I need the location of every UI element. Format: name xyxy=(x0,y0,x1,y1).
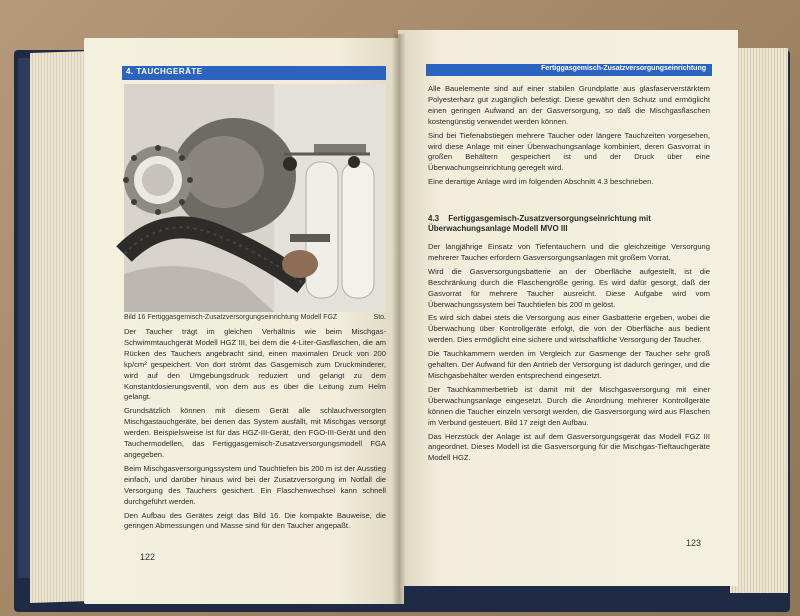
diving-helmet-photo xyxy=(124,84,386,312)
right-paragraph: Wird die Gasversorgungsbatterie an der Oberfläche aufgestellt, ist die Beschränkung durch die Flaschengröße gering. Es wird dafür gesorgt, daß der Gasvorrat für mehrere Taucher ausreicht. Diese Aufgabe wird vom Überwachungssystem bei Tauchtiefen bis 200 m gelöst. xyxy=(428,266,710,309)
page-stack-right xyxy=(730,48,788,593)
diving-helmet-illustration xyxy=(124,84,386,312)
section-heading xyxy=(428,214,710,234)
left-paragraph: Den Aufbau des Gerätes zeigt das Bild 16. Die kompakte Bauweise, die geringen Abmessungen und Masse sind für den Taucher angepaßt. xyxy=(124,510,386,531)
left-running-header xyxy=(122,66,386,80)
right-paragraph: Eine derartige Anlage wird im folgenden Abschnitt 4.3 beschrieben. xyxy=(428,177,654,187)
right-paragraph: Der langjährige Einsatz von Tiefentauchern und die gleichzeitige Versorgung mehrerer Taucher erfordern Gasversorgungsanlagen mit großem Vorrat. xyxy=(428,242,710,262)
figure-caption xyxy=(124,314,386,321)
figure-caption-text: Bild 16 Fertiggasgemisch-Zusatzversorgungseinrichtung Modell FGZ xyxy=(124,314,338,321)
book-gutter xyxy=(392,34,406,604)
right-page-intro xyxy=(428,84,710,208)
left-paragraph: Beim Mischgasversorgungssystem und Tauchtiefen bis 200 m ist der Ausstieg einfach, und darüber hinaus wird bei der Zusatzversorgung im Notfall die Versorgung des Tauchers gesichert. Ein Flaschenwechsel kann schnell durchgeführt werden. xyxy=(124,463,386,506)
left-paragraph: Grundsätzlich können mit diesem Gerät alle schlauchversorgten Mischgastauchgeräte, bei denen das System ausfällt, mit Mischgas versorgt werden. Beispielsweise ist für das HGZ-III-Gerät, den FGO-III-Gerät und den Tauchermodellen, das Fertiggasgemisch-Zusatzversorgungsmodell FGA angegeben. xyxy=(124,406,386,459)
right-page-number: 123 xyxy=(686,538,702,548)
right-paragraph: Das Herzstück der Anlage ist auf dem Gasversorgungsgerät das Modell FGZ III angeordnet. Dieses Modell ist die Gasversorgung für die Mischgas-Tieftauchgeräte Modell HGZ. xyxy=(428,431,710,463)
section-title: Fertiggasgemisch-Zusatzversorgungseinrichtung mit Überwachungsanlage Modell MVO III xyxy=(428,214,651,233)
page-stack-left xyxy=(30,51,90,603)
right-paragraph: Die Tauchkammern werden im Vergleich zur Gasmenge der Taucher sehr groß gehalten. Der Aufwand für den Antrieb der Versorgung ist dadurch geringer, und die Mischgasbehälter werden entsprechend eingesetzt. xyxy=(428,349,710,380)
right-paragraph: Sind bei Tiefenabstiegen mehrere Taucher oder längere Tauchzeiten vorgesehen, wird diese Anlage mit einer Überwachungsanlage kombiniert, deren Gasvorrat in großen Behältern gespeichert ist und der Druck über eine Überwachungseinrichtung geregelt wird. xyxy=(428,130,710,173)
right-paragraph: Alle Bauelemente sind auf einer stabilen Grundplatte aus glasfaserverstärktem Polyesterharz gut zugänglich befestigt. Diese gewährt den Schutz und ermöglicht einen geringen Aufwand an der Gasversorgung, so daß die Mischgasflaschen kostengünstig verwendet werden können. xyxy=(428,84,710,126)
left-page-body xyxy=(124,327,386,531)
left-page-number: 122 xyxy=(140,552,156,562)
right-running-header-text: Fertiggasgemisch-Zusatzversorgungseinrichtung xyxy=(541,65,706,72)
right-running-header xyxy=(426,64,712,76)
figure-mark: Sto. xyxy=(373,314,386,321)
section-number: 4.3 xyxy=(428,214,440,223)
right-page-body xyxy=(428,242,710,524)
right-paragraph: Der Tauchkammerbetrieb ist damit mit der Mischgasversorgung mit einer Überwachungsanlage eingesetzt. Durch die Anordnung mehrerer Kontrollgeräte können die Taucher einzeln versorgt werden, die Gasversorgung wird aus Flaschen im Verbund gesteuert. Bild 17 zeigt den Aufbau. xyxy=(428,384,710,427)
left-running-header-text: 4. TAUCHGERÄTE xyxy=(126,67,203,76)
left-paragraph: Der Taucher trägt im gleichen Verhältnis wie beim Mischgas-Schwimmtauchgerät Modell HGZ III, bei dem die 4-Liter-Gasflaschen, die am Rücken des Tauchers angebracht sind, einen maximalen Druck von 200 kp/cm² gespeichert. Von dort strömt das Gasgemisch zum Druckminderer, wird auf den Umgebungsdruck reduziert und gelangt zu dem Konstantdosierungsventil, von dem aus es über die Leitung zum Helm gelangt. xyxy=(124,327,386,402)
right-paragraph: Es wird sich dabei stets die Versorgung aus einer Gasbatterie ergeben, wobei die Überwachung über Kontrollgeräte erfolgt, die von der Oberfläche aus bedient werden. Dies ermöglicht eine sichere und wirtschaftliche Versorgung der Taucher. xyxy=(428,313,710,345)
